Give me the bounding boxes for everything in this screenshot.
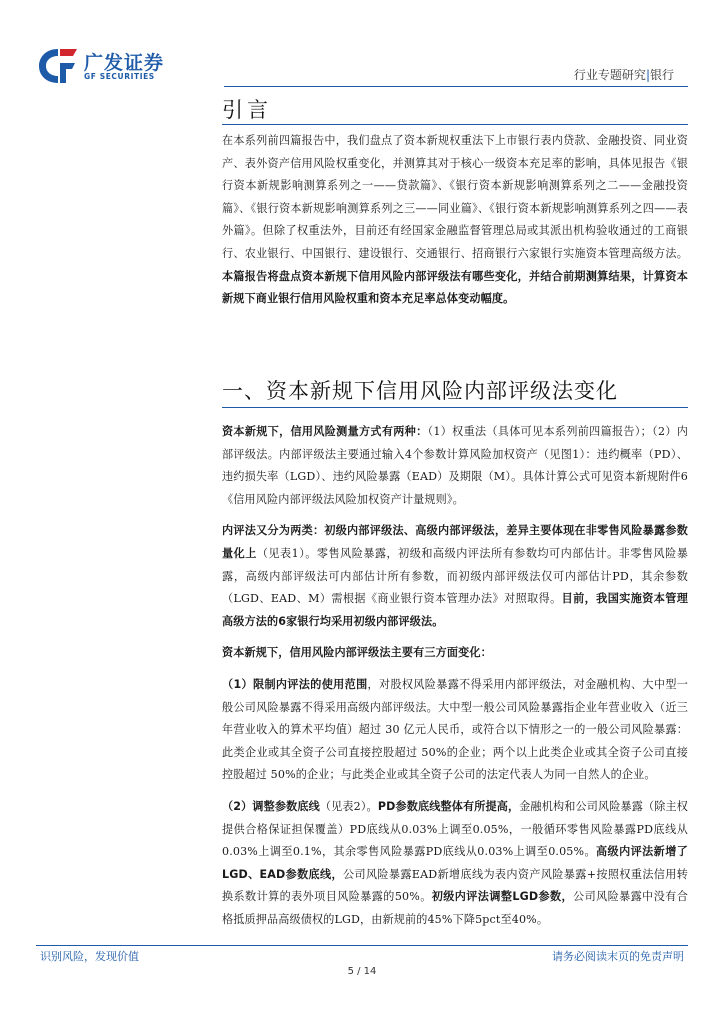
header-separator: | [645,68,650,82]
page-number: 5 / 14 [347,966,377,977]
p5-bold-4: 初级内评法调整LGD参数， [431,890,574,904]
section-1-paragraph-5 [222,796,688,932]
p4-bold: （1）限制内评法的使用范围 [222,677,368,691]
gf-securities-logo [36,46,166,86]
p5-bold-1: （2）调整参数底线 [222,799,320,813]
report-sector: 银行 [649,68,674,82]
gf-logo-icon [36,46,80,86]
p1-text: （1）权重法（具体可见本系列前四篇报告）；（2）内部评级法。内部评级法主要通过输入4个参数计算风险加权资产（见图1）：违约概率（PD）、违约损失率（LGD）、违约风险暴露（EAD）及期限（M）。具体计算公式可见资本新规附件6《信用风险内部评级法风险加权资产计量规则》。 [222,425,689,506]
section-1-paragraph-1 [222,421,688,511]
section-1-paragraph-4 [222,674,688,787]
report-category [574,66,674,83]
p3-bold: 资本新规下，信用风险内部评级法主要有三方面变化： [222,646,492,660]
p2-bold-2: 目前，我国实施资本管理高级方法的6家银行均采用初级内部评级法。 [222,592,689,628]
intro-heading-rule [222,124,688,125]
intro-body [222,130,688,311]
footer-slogan: 识别风险，发现价值 [40,950,139,963]
logo-text-en: GF SECURITIES [84,72,155,81]
p5-text-4: 公司风险暴露中没有合格抵质押品高级债权的LGD，由新规前的45%下降5pct至40%。 [222,890,688,926]
p5-text-2: 金融机构和公司风险暴露（除主权提供合格保证担保覆盖）PD底线从0.03%上调至0.05%，一般循环零售风险暴露PD底线从0.03%上调至0.1%，其余零售风险暴露PD底线从0.03%上调至0.05%。 [222,799,688,859]
p2-text-1: （见表1）。零售风险暴露，初级和高级内评法所有参数均可内部估计。非零售风险暴露，高级内部评级法可内部估计所有参数，而初级内部评级法仅可内部估计PD，其余参数（LGD、EAD、M）需根据《商业银行资本管理办法》对照取得。 [222,546,688,606]
logo-text-cn: 广发证券 [84,52,165,74]
p2-bold-1: 内评法又分为两类：初级内部评级法、高级内部评级法，差异主要体现在非零售风险暴露参数量化上 [222,524,688,560]
page-header [0,0,724,92]
intro-bold-text: 本篇报告将盘点资本新规下信用风险内部评级法有哪些变化，并结合前期测算结果，计算资本新规下商业银行信用风险权重和资本充足率总体变动幅度。 [222,269,688,306]
footer-rule [36,945,688,946]
section-1-paragraph-3 [222,642,688,665]
intro-heading: 引言 [222,98,272,122]
p5-bold-2: PD参数底线整体有所提高， [377,799,520,813]
header-rule [224,86,688,87]
section-1-paragraph-2 [222,520,688,633]
report-type: 行业专题研究 [573,68,646,82]
footer-disclaimer-note: 请务必阅读末页的免责声明 [552,950,684,963]
p5-bold-3: 高级内评法新增了LGD、EAD参数底线， [222,845,688,881]
section-1-body [222,421,688,931]
intro-text: 在本系列前四篇报告中，我们盘点了资本新规权重法下上市银行表内贷款、金融投资、同业资产、表外资产信用风险权重变化，并测算其对于核心一级资本充足率的影响，具体见报告《银行资本新规影响测算系列之一——贷款篇》、《银行资本新规影响测算系列之二——金融投资篇》、《银行资本新规影响测算系列之三——同业篇》、《银行资本新规影响测算系列之四——表外篇》。但除了权重法外，目前还有经国家金融监督管理总局或其派出机构验收通过的工商银行、农业银行、中国银行、建设银行、交通银行、招商银行六家银行实施资本管理高级方法。 [222,134,688,260]
section-1-heading-rule [222,407,688,408]
intro-paragraph [222,130,688,311]
p5-text-1: （见表2）。 [319,799,378,813]
p5-text-3: 公司风险暴露EAD新增底线为表内资产风险暴露+按照权重法信用转换系数计算的表外项目风险暴露的50%。 [222,867,688,904]
p4-text: ，对股权风险暴露不得采用内部评级法，对金融机构、大中型一般公司风险暴露不得采用高级内部评级法。大中型一般公司风险暴露指企业年营业收入（近三年营业收入的算术平均值）超过 30 亿元人民币，或符合以下情形之一的一般公司风险暴露：此类企业或其全资子公司直接控股超过 50%的企业；两个以上此类企业或其全资子公司直接控股超过 50%的企业；与此类企业或其全资子公司的法定代表人为同一自然人的企业。 [222,677,689,782]
p1-bold: 资本新规下，信用风险测量方式有两种： [222,425,428,438]
section-1-heading: 一、资本新规下信用风险内部评级法变化 [222,379,618,403]
